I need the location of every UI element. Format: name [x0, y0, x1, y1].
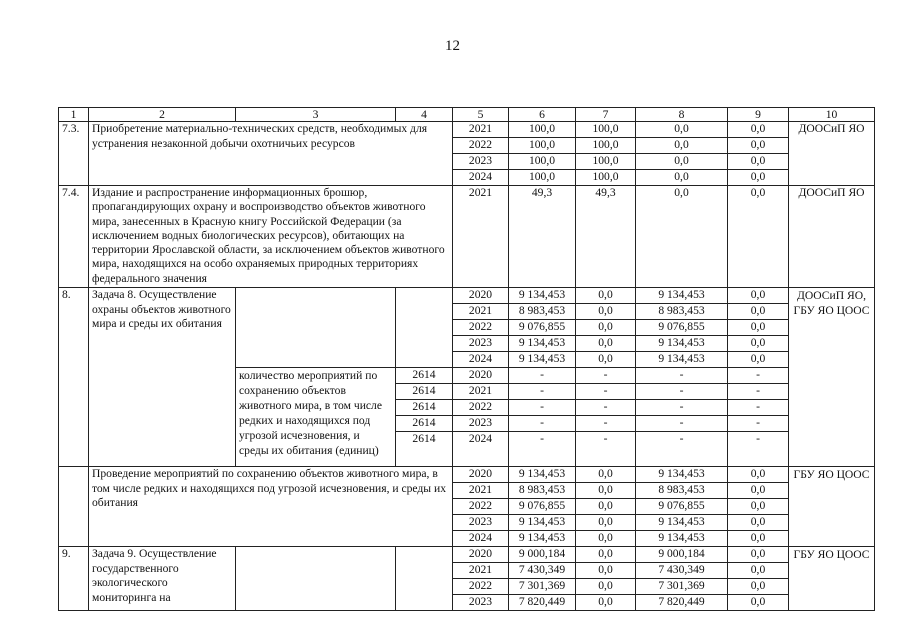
- value-cell: -: [728, 384, 789, 400]
- year-cell: 2023: [453, 595, 509, 611]
- value-cell: -: [636, 416, 728, 432]
- header-cell: 1: [59, 108, 89, 122]
- value-cell: -: [509, 384, 576, 400]
- value-cell: 0,0: [728, 186, 789, 288]
- value-cell: 0,0: [576, 499, 636, 515]
- value-cell: -: [576, 384, 636, 400]
- value-cell: 9 134,453: [636, 531, 728, 547]
- value-cell: 0,0: [576, 352, 636, 368]
- empty-cell: [236, 547, 396, 611]
- value-cell: 100,0: [576, 170, 636, 186]
- indicator-code: 2614: [396, 384, 453, 400]
- value-cell: 0,0: [728, 467, 789, 483]
- value-cell: 8 983,453: [509, 483, 576, 499]
- value-cell: 9 000,184: [509, 547, 576, 563]
- value-cell: 100,0: [509, 122, 576, 138]
- table-row: [59, 547, 875, 563]
- value-cell: 0,0: [576, 320, 636, 336]
- value-cell: -: [576, 368, 636, 384]
- year-cell: 2020: [453, 368, 509, 384]
- value-cell: -: [728, 432, 789, 467]
- header-cell: 10: [789, 108, 875, 122]
- year-cell: 2020: [453, 467, 509, 483]
- empty-cell: [396, 288, 453, 368]
- value-cell: 0,0: [728, 336, 789, 352]
- value-cell: 0,0: [728, 288, 789, 304]
- value-cell: 0,0: [728, 563, 789, 579]
- header-cell: 9: [728, 108, 789, 122]
- header-cell: 4: [396, 108, 453, 122]
- value-cell: 8 983,453: [509, 304, 576, 320]
- value-cell: -: [636, 432, 728, 467]
- year-cell: 2022: [453, 320, 509, 336]
- year-cell: 2023: [453, 515, 509, 531]
- value-cell: 0,0: [576, 547, 636, 563]
- task-text: Задача 9. Осуществление государственного экологического мониторинга на: [89, 547, 236, 611]
- empty-cell: [396, 547, 453, 611]
- value-cell: 0,0: [728, 320, 789, 336]
- value-cell: 9 076,855: [509, 320, 576, 336]
- value-cell: 8 983,453: [636, 483, 728, 499]
- value-cell: -: [728, 400, 789, 416]
- value-cell: 7 820,449: [636, 595, 728, 611]
- measure-text: Проведение мероприятий по сохранению объектов животного мира, в том числе редких и находящихся под угрозой исчезновения, и среды их обитания: [89, 467, 453, 547]
- value-cell: 0,0: [728, 304, 789, 320]
- value-cell: 9 134,453: [509, 336, 576, 352]
- year-cell: 2022: [453, 400, 509, 416]
- value-cell: 0,0: [728, 579, 789, 595]
- year-cell: 2021: [453, 563, 509, 579]
- indicator-code: 2614: [396, 416, 453, 432]
- value-cell: 7 820,449: [509, 595, 576, 611]
- value-cell: 100,0: [509, 170, 576, 186]
- value-cell: 0,0: [576, 515, 636, 531]
- value-cell: 0,0: [728, 499, 789, 515]
- year-cell: 2023: [453, 416, 509, 432]
- value-cell: 0,0: [636, 138, 728, 154]
- value-cell: 0,0: [576, 595, 636, 611]
- value-cell: 49,3: [509, 186, 576, 288]
- value-cell: -: [509, 400, 576, 416]
- year-cell: 2024: [453, 531, 509, 547]
- header-cell: 8: [636, 108, 728, 122]
- task-text: Задача 8. Осуществление охраны объектов животного мира и среды их обитания: [89, 288, 236, 467]
- value-cell: 0,0: [576, 467, 636, 483]
- header-cell: 3: [236, 108, 396, 122]
- header-cell: 6: [509, 108, 576, 122]
- year-cell: 2022: [453, 579, 509, 595]
- header-cell: 5: [453, 108, 509, 122]
- empty-cell: [59, 467, 89, 547]
- value-cell: 0,0: [728, 515, 789, 531]
- value-cell: 0,0: [728, 352, 789, 368]
- value-cell: 9 076,855: [636, 499, 728, 515]
- value-cell: 100,0: [509, 154, 576, 170]
- year-cell: 2021: [453, 384, 509, 400]
- value-cell: 9 134,453: [509, 288, 576, 304]
- value-cell: 7 301,369: [509, 579, 576, 595]
- executor-cell: ГБУ ЯО ЦООС: [789, 547, 875, 611]
- year-cell: 2022: [453, 499, 509, 515]
- year-cell: 2021: [453, 122, 509, 138]
- value-cell: 0,0: [728, 122, 789, 138]
- row-number: 9.: [59, 547, 89, 611]
- table-row: [59, 186, 875, 288]
- header-cell: 2: [89, 108, 236, 122]
- indicator-code: 2614: [396, 400, 453, 416]
- value-cell: -: [636, 384, 728, 400]
- year-cell: 2021: [453, 186, 509, 288]
- value-cell: 8 983,453: [636, 304, 728, 320]
- value-cell: 0,0: [728, 170, 789, 186]
- value-cell: 0,0: [728, 547, 789, 563]
- year-cell: 2020: [453, 547, 509, 563]
- value-cell: 0,0: [636, 186, 728, 288]
- year-cell: 2023: [453, 336, 509, 352]
- value-cell: -: [509, 368, 576, 384]
- row-number: 7.4.: [59, 186, 89, 288]
- program-table: [58, 107, 875, 611]
- value-cell: 0,0: [576, 563, 636, 579]
- executor-cell: ДООСиП ЯО, ГБУ ЯО ЦООС: [789, 288, 875, 467]
- year-cell: 2021: [453, 483, 509, 499]
- header-cell: 7: [576, 108, 636, 122]
- value-cell: 9 076,855: [636, 320, 728, 336]
- value-cell: -: [509, 432, 576, 467]
- value-cell: -: [728, 416, 789, 432]
- value-cell: 0,0: [728, 138, 789, 154]
- value-cell: 0,0: [636, 170, 728, 186]
- value-cell: 7 301,369: [636, 579, 728, 595]
- value-cell: -: [636, 368, 728, 384]
- table-row: [59, 122, 875, 138]
- value-cell: 0,0: [728, 483, 789, 499]
- value-cell: 0,0: [576, 579, 636, 595]
- value-cell: 0,0: [728, 154, 789, 170]
- executor-cell: ДООСиП ЯО: [789, 186, 875, 288]
- measure-text: Издание и распространение информационных брошюр, пропагандирующих охрану и воспроизводство объектов животного мира, занесенных в Красную книгу Российской Федерации (за исключением водных биологических ресурсов), обитающих на территории Ярославской области, за исключением объектов животного мира, находящихся на особо охраняемых природных территориях федерального значения: [89, 186, 453, 288]
- value-cell: -: [576, 432, 636, 467]
- year-cell: 2024: [453, 170, 509, 186]
- value-cell: 49,3: [576, 186, 636, 288]
- value-cell: 9 134,453: [636, 467, 728, 483]
- row-number: 7.3.: [59, 122, 89, 186]
- year-cell: 2023: [453, 154, 509, 170]
- value-cell: 0,0: [576, 531, 636, 547]
- value-cell: 7 430,349: [636, 563, 728, 579]
- value-cell: 9 134,453: [509, 352, 576, 368]
- measure-text: Приобретение материально-технических средств, необходимых для устранения незаконной добычи охотничьих ресурсов: [89, 122, 453, 186]
- indicator-text: количество мероприятий по сохранению объектов животного мира, в том числе редких и находящихся под угрозой исчезновения, и среды их обитания (единиц): [236, 368, 396, 467]
- value-cell: -: [576, 416, 636, 432]
- value-cell: 9 076,855: [509, 499, 576, 515]
- value-cell: 9 134,453: [509, 531, 576, 547]
- value-cell: 0,0: [636, 122, 728, 138]
- year-cell: 2024: [453, 352, 509, 368]
- year-cell: 2020: [453, 288, 509, 304]
- value-cell: -: [509, 416, 576, 432]
- value-cell: 0,0: [728, 595, 789, 611]
- indicator-code: 2614: [396, 432, 453, 467]
- value-cell: 0,0: [636, 154, 728, 170]
- value-cell: 0,0: [576, 288, 636, 304]
- value-cell: 9 000,184: [636, 547, 728, 563]
- indicator-code: 2614: [396, 368, 453, 384]
- table-row: [59, 288, 875, 304]
- row-number: 8.: [59, 288, 89, 467]
- year-cell: 2022: [453, 138, 509, 154]
- value-cell: 9 134,453: [509, 515, 576, 531]
- value-cell: 100,0: [576, 154, 636, 170]
- value-cell: 9 134,453: [636, 515, 728, 531]
- year-cell: 2024: [453, 432, 509, 467]
- value-cell: 100,0: [576, 138, 636, 154]
- empty-cell: [236, 288, 396, 368]
- value-cell: -: [728, 368, 789, 384]
- page-number: 12: [445, 38, 460, 54]
- table-header-row: [59, 108, 875, 122]
- value-cell: 0,0: [728, 531, 789, 547]
- value-cell: 9 134,453: [636, 336, 728, 352]
- value-cell: -: [576, 400, 636, 416]
- value-cell: 0,0: [576, 304, 636, 320]
- value-cell: -: [636, 400, 728, 416]
- value-cell: 9 134,453: [636, 288, 728, 304]
- value-cell: 0,0: [576, 336, 636, 352]
- table-row: [59, 467, 875, 483]
- value-cell: 100,0: [509, 138, 576, 154]
- value-cell: 100,0: [576, 122, 636, 138]
- value-cell: 7 430,349: [509, 563, 576, 579]
- value-cell: 9 134,453: [509, 467, 576, 483]
- executor-cell: ДООСиП ЯО: [789, 122, 875, 186]
- value-cell: 9 134,453: [636, 352, 728, 368]
- executor-cell: ГБУ ЯО ЦООС: [789, 467, 875, 547]
- value-cell: 0,0: [576, 483, 636, 499]
- year-cell: 2021: [453, 304, 509, 320]
